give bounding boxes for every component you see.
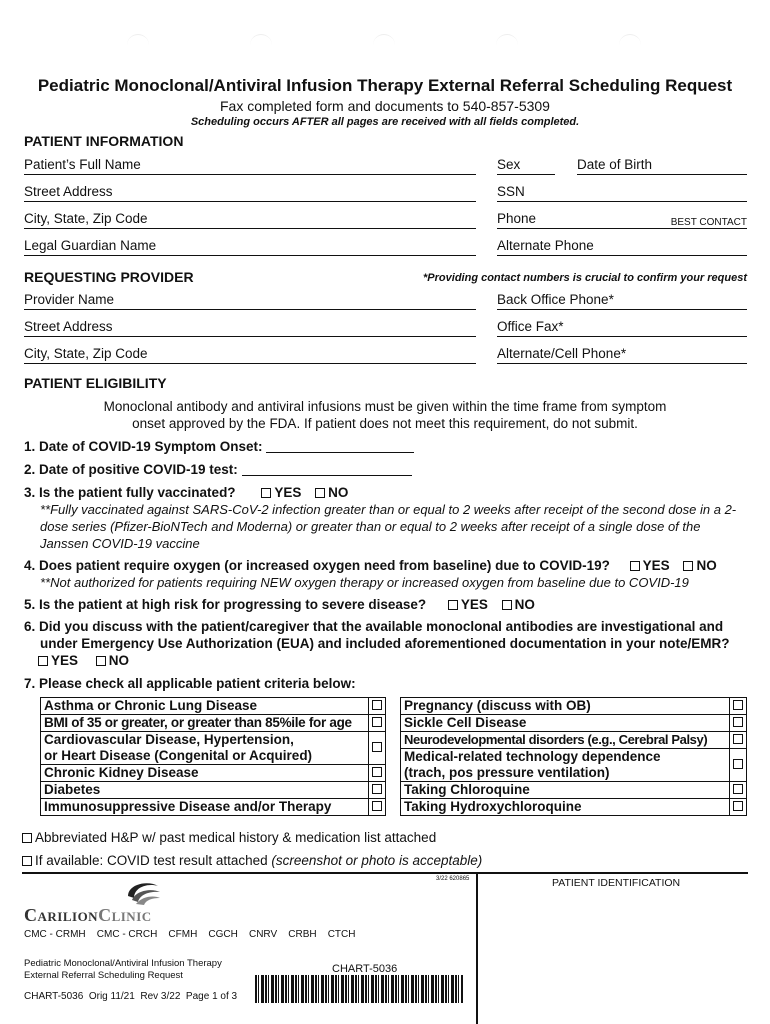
table-row: Asthma or Chronic Lung Disease [41,698,386,715]
bmi-checkbox[interactable] [372,717,382,727]
hp-attached-checkbox[interactable] [22,833,32,843]
hydroxychloroquine-checkbox[interactable] [733,801,743,811]
patient-city-field[interactable]: City, State, Zip Code [24,211,476,229]
vaccination-note: **Fully vaccinated against SARS-CoV-2 infection greater than or equal to 2 weeks after receipt of the second dose in a 2-dose series (Pfizer-BioNTech and Moderna) or greater than or equal to 2 weeks after receipt of a single dose of the Janssen COVID-19 vaccine [40,502,737,551]
table-row: Cardiovascular Disease, Hypertension, or Heart Disease (Congenital or Acquired) [41,732,386,765]
office-fax-field[interactable]: Office Fax* [497,319,747,337]
guardian-name-field[interactable]: Legal Guardian Name [24,238,476,256]
q5-no-checkbox[interactable] [502,600,512,610]
question-6-answers: YES NO [28,652,129,669]
patient-id-divider [476,872,478,1024]
criteria-table-left [40,697,386,816]
provider-city-field[interactable]: City, State, Zip Code [24,346,476,364]
table-row: Medical-related technology dependence (trach, pos pressure ventilation) [401,749,747,782]
chloroquine-checkbox[interactable] [733,784,743,794]
form-name: Pediatric Monoclonal/Antiviral Infusion Therapy External Referral Scheduling Request [24,958,222,981]
carilion-logo-icon [122,878,162,906]
question-1: 1. Date of COVID-19 Symptom Onset: [24,438,414,455]
question-6-line-1: 6. Did you discuss with the patient/caregiver that the available monoclonal antibodies are investigational and [24,619,724,634]
table-row: BMI of 35 or greater, or greater than 85%ile for age [41,715,386,732]
technology-dependence-checkbox[interactable] [733,759,743,769]
immunosuppressive-checkbox[interactable] [372,801,382,811]
patient-identification-label: PATIENT IDENTIFICATION [552,877,681,889]
q3-yes-checkbox[interactable] [261,488,271,498]
sickle-cell-checkbox[interactable] [733,717,743,727]
chart-number: CHART-5036 [332,963,398,975]
eligibility-heading: PATIENT ELIGIBILITY [24,375,167,391]
patient-name-field[interactable]: Patient’s Full Name [24,157,476,175]
alternate-cell-phone-field[interactable]: Alternate/Cell Phone* [497,346,747,364]
site-list: CMC - CRMH CMC - CRCH CFMH CGCH CNRV CRBH CTCH [24,929,356,940]
question-4: 4. Does patient require oxygen (or increased oxygen need from baseline) due to COVID-19? YES NO [24,558,717,573]
ssn-field[interactable]: SSN [497,184,747,202]
table-row: Taking Chloroquine [401,782,747,799]
form-code: 3/22 620865 [436,876,470,882]
table-row: Immunosuppressive Disease and/or Therapy [41,799,386,816]
cardiovascular-checkbox[interactable] [372,742,382,752]
sex-field[interactable]: Sex [497,157,555,175]
diabetes-checkbox[interactable] [372,784,382,794]
patient-street-field[interactable]: Street Address [24,184,476,202]
scheduling-note: Scheduling occurs AFTER all pages are received with all fields completed. [190,116,580,128]
revision-info: CHART-5036 Orig 11/21 Rev 3/22 Page 1 of 3 [24,991,238,1002]
phone-field[interactable]: Phone BEST CONTACT [497,211,747,229]
patient-info-heading: PATIENT INFORMATION [24,133,184,149]
question-5: 5. Is the patient at high risk for progressing to severe disease? YES NO [24,597,535,612]
question-6-line-2: under Emergency Use Authorization (EUA) and included aforementioned documentation in your note/EMR? [40,636,730,651]
form-title: Pediatric Monoclonal/Antiviral Infusion Therapy External Referral Scheduling Request [37,76,733,95]
asthma-checkbox[interactable] [372,700,382,710]
footer-divider [22,872,748,874]
attachment-covid-test: If available: COVID test result attached (screenshot or photo is acceptable) [22,853,482,868]
attachment-hp: Abbreviated H&P w/ past medical history & medication list attached [22,830,436,845]
table-row: Taking Hydroxychloroquine [401,799,747,816]
symptom-onset-date-input[interactable] [266,439,414,453]
best-contact-label: BEST CONTACT [670,217,747,228]
dob-field[interactable]: Date of Birth [577,157,747,175]
question-2: 2. Date of positive COVID-19 test: [24,461,412,478]
fax-instruction: Fax completed form and documents to 540-857-5309 [220,98,550,114]
table-row: Pregnancy (discuss with OB) [401,698,747,715]
eligibility-intro-2: onset approved by the FDA. If patient does not meet this requirement, do not submit. [132,416,638,431]
alternate-phone-field[interactable]: Alternate Phone [497,238,747,256]
back-office-phone-field[interactable]: Back Office Phone* [497,292,747,310]
q5-yes-checkbox[interactable] [448,600,458,610]
eligibility-intro-1: Monoclonal antibody and antiviral infusions must be given within the time frame from symptom [103,399,667,414]
table-row: Neurodevelopmental disorders (e.g., Cerebral Palsy) [401,732,747,749]
oxygen-note: **Not authorized for patients requiring NEW oxygen therapy or increased oxygen from baseline due to COVID-19 [40,575,689,590]
provider-name-field[interactable]: Provider Name [24,292,476,310]
kidney-disease-checkbox[interactable] [372,767,382,777]
table-row: Chronic Kidney Disease [41,765,386,782]
q4-yes-checkbox[interactable] [630,561,640,571]
q3-no-checkbox[interactable] [315,488,325,498]
positive-test-date-input[interactable] [242,462,412,476]
provider-street-field[interactable]: Street Address [24,319,476,337]
provider-heading: REQUESTING PROVIDER [24,269,194,285]
criteria-table-right [400,697,747,816]
q6-no-checkbox[interactable] [96,656,106,666]
neurodevelopmental-checkbox[interactable] [733,734,743,744]
q4-no-checkbox[interactable] [683,561,693,571]
barcode [255,975,463,1003]
table-row: Sickle Cell Disease [401,715,747,732]
covid-test-attached-checkbox[interactable] [22,856,32,866]
question-7: 7. Please check all applicable patient criteria below: [24,676,356,691]
contact-note: *Providing contact numbers is crucial to confirm your request [423,272,747,284]
pregnancy-checkbox[interactable] [733,700,743,710]
question-3: 3. Is the patient fully vaccinated? YES NO [24,485,349,500]
carilion-clinic-logo: CarilionClinic [24,905,152,925]
table-row: Diabetes [41,782,386,799]
q6-yes-checkbox[interactable] [38,656,48,666]
